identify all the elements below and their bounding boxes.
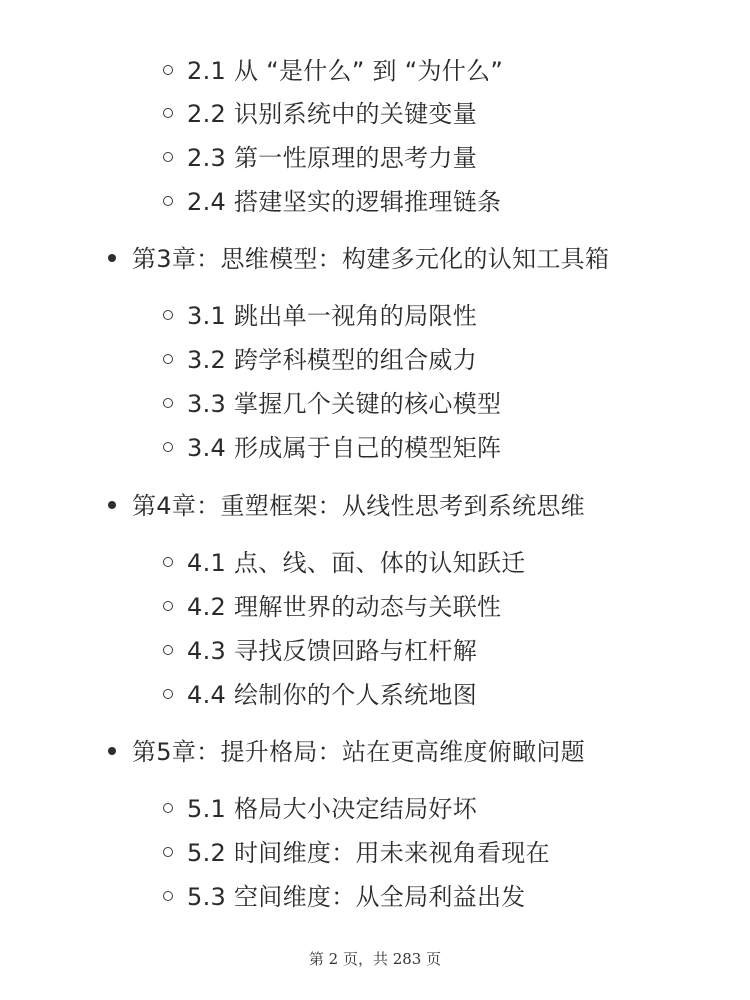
toc-subsection-4-1 xyxy=(163,547,526,579)
toc-chapter-5 xyxy=(108,736,585,768)
toc-item-text: 3.4 形成属于自己的模型矩阵 xyxy=(187,434,502,462)
toc-item-text: 第4章：重塑框架：从线性思考到系统思维 xyxy=(132,492,585,520)
toc-item-text: 5.2 时间维度：用未来视角看现在 xyxy=(187,839,550,867)
hollow-bullet-icon xyxy=(163,891,173,901)
hollow-bullet-icon xyxy=(163,557,173,567)
toc-subsection-5-2 xyxy=(163,837,550,869)
toc-subsection-4-2 xyxy=(163,591,501,623)
page-number-footer: 第 2 页，共 283 页 xyxy=(308,950,442,968)
toc-item-text: 5.1 格局大小决定结局好坏 xyxy=(187,795,477,823)
hollow-bullet-icon xyxy=(163,354,173,364)
toc-item-text: 4.3 寻找反馈回路与杠杆解 xyxy=(187,637,477,665)
toc-item-text: 2.2 识别系统中的关键变量 xyxy=(187,100,477,128)
toc-chapter-3 xyxy=(108,243,609,275)
hollow-bullet-icon xyxy=(163,803,173,813)
hollow-bullet-icon xyxy=(163,398,173,408)
hollow-bullet-icon xyxy=(163,689,173,699)
toc-subsection-3-2 xyxy=(163,344,477,376)
toc-subsection-2-4 xyxy=(163,186,501,218)
hollow-bullet-icon xyxy=(163,108,173,118)
toc-item-text: 5.3 空间维度：从全局利益出发 xyxy=(187,883,526,911)
toc-chapter-4 xyxy=(108,490,585,522)
toc-item-text: 第3章：思维模型：构建多元化的认知工具箱 xyxy=(132,245,610,273)
toc-item-text: 3.2 跨学科模型的组合威力 xyxy=(187,346,477,374)
toc-subsection-3-4 xyxy=(163,432,501,464)
toc-subsection-2-2 xyxy=(163,98,477,130)
toc-item-text: 第5章：提升格局：站在更高维度俯瞰问题 xyxy=(132,738,585,766)
toc-item-text: 3.3 掌握几个关键的核心模型 xyxy=(187,390,502,418)
toc-subsection-4-4 xyxy=(163,679,477,711)
toc-subsection-5-1 xyxy=(163,793,477,825)
toc-subsection-4-3 xyxy=(163,635,477,667)
hollow-bullet-icon xyxy=(163,645,173,655)
toc-item-text: 2.4 搭建坚实的逻辑推理链条 xyxy=(187,188,502,216)
toc-subsection-2-3 xyxy=(163,142,477,174)
toc-item-text: 2.3 第一性原理的思考力量 xyxy=(187,144,477,172)
solid-bullet-icon xyxy=(108,747,116,755)
toc-subsection-5-3 xyxy=(163,881,526,913)
hollow-bullet-icon xyxy=(163,601,173,611)
toc-item-text: 4.2 理解世界的动态与关联性 xyxy=(187,593,502,621)
toc-item-text: 4.4 绘制你的个人系统地图 xyxy=(187,681,477,709)
hollow-bullet-icon xyxy=(163,152,173,162)
solid-bullet-icon xyxy=(108,254,116,262)
toc-subsection-2-1 xyxy=(163,55,503,87)
toc-subsection-3-1 xyxy=(163,300,477,332)
hollow-bullet-icon xyxy=(163,442,173,452)
toc-item-text: 2.1 从 “是什么” 到 “为什么” xyxy=(187,57,504,85)
hollow-bullet-icon xyxy=(163,847,173,857)
toc-subsection-3-3 xyxy=(163,388,501,420)
toc-item-text: 3.1 跳出单一视角的局限性 xyxy=(187,302,477,330)
hollow-bullet-icon xyxy=(163,196,173,206)
hollow-bullet-icon xyxy=(163,310,173,320)
toc-item-text: 4.1 点、线、面、体的认知跃迁 xyxy=(187,549,526,577)
solid-bullet-icon xyxy=(108,501,116,509)
hollow-bullet-icon xyxy=(163,65,173,75)
